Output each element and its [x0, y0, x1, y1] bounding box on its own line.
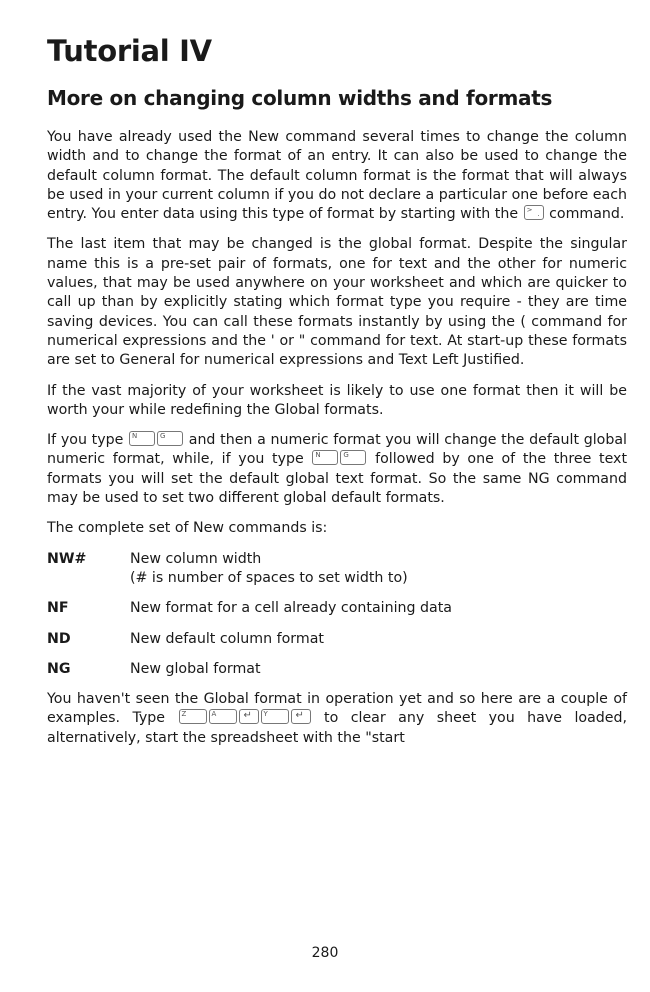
paragraph-1: You have already used the New command several times to change the column width and to change the format of an entry. It can also be used to change the default column format. The default column format is the format that will always be used in your current column if you do not declare a particular one before each entry. You enter data using this type of format by starting with the > . command. [47, 129, 627, 223]
command-item: NG New global format [47, 660, 261, 677]
key-g: G [340, 450, 366, 465]
key-g: G [157, 431, 183, 446]
command-list [47, 550, 627, 679]
paragraph-3: If the vast majority of your worksheet is likely to use one format then it will be worth your while redefining the Global formats. [47, 382, 627, 418]
key-enter: ↵ [291, 709, 311, 724]
page-title: Tutorial IV [47, 34, 212, 68]
command-item: NF New format for a cell already containing data [47, 600, 453, 617]
paragraph-6: You haven't seen the Global format in operation yet and so here are a couple of examples. Type Z A ↵ Y ↵ to clear any sheet you have loaded, alternatively, start the spreadsheet with the "start [47, 691, 628, 746]
paragraph-4: If you type N G and then a numeric format you will change the default global numeric format, while, if you type N G followed by one of the three text formats you will set the default global text format. So the same NG command may be used to set two different global default formats. [47, 432, 628, 507]
page-number: 280 [311, 945, 339, 961]
body-text [47, 128, 627, 759]
section-heading: More on changing column widths and formats [47, 86, 553, 110]
key-enter: ↵ [239, 709, 259, 724]
key-y: Y [261, 709, 289, 724]
key-gt-dot: > . [524, 205, 544, 220]
key-n: N [129, 431, 155, 446]
paragraph-5: The complete set of New commands is: [47, 520, 328, 537]
key-a: A [209, 709, 237, 724]
paragraph-2: The last item that may be changed is the global format. Despite the singular name this is a pre-set pair of formats, one for text and the other for numeric values, that may be used anywhere on your worksheet and which are quicker to call up than by explicitly stating which format type you require - they are time saving devices. You can call these formats instantly by using the ( command for numerical expressions and the ' or " command for text. At start-up these formats are set to General for numerical expressions and Text Left Justified. [47, 236, 627, 369]
key-z: Z [179, 709, 207, 724]
key-n: N [312, 450, 338, 465]
command-item: NW# New column width (# is number of spaces to set width to) [47, 550, 408, 586]
command-item: ND New default column format [47, 630, 324, 647]
